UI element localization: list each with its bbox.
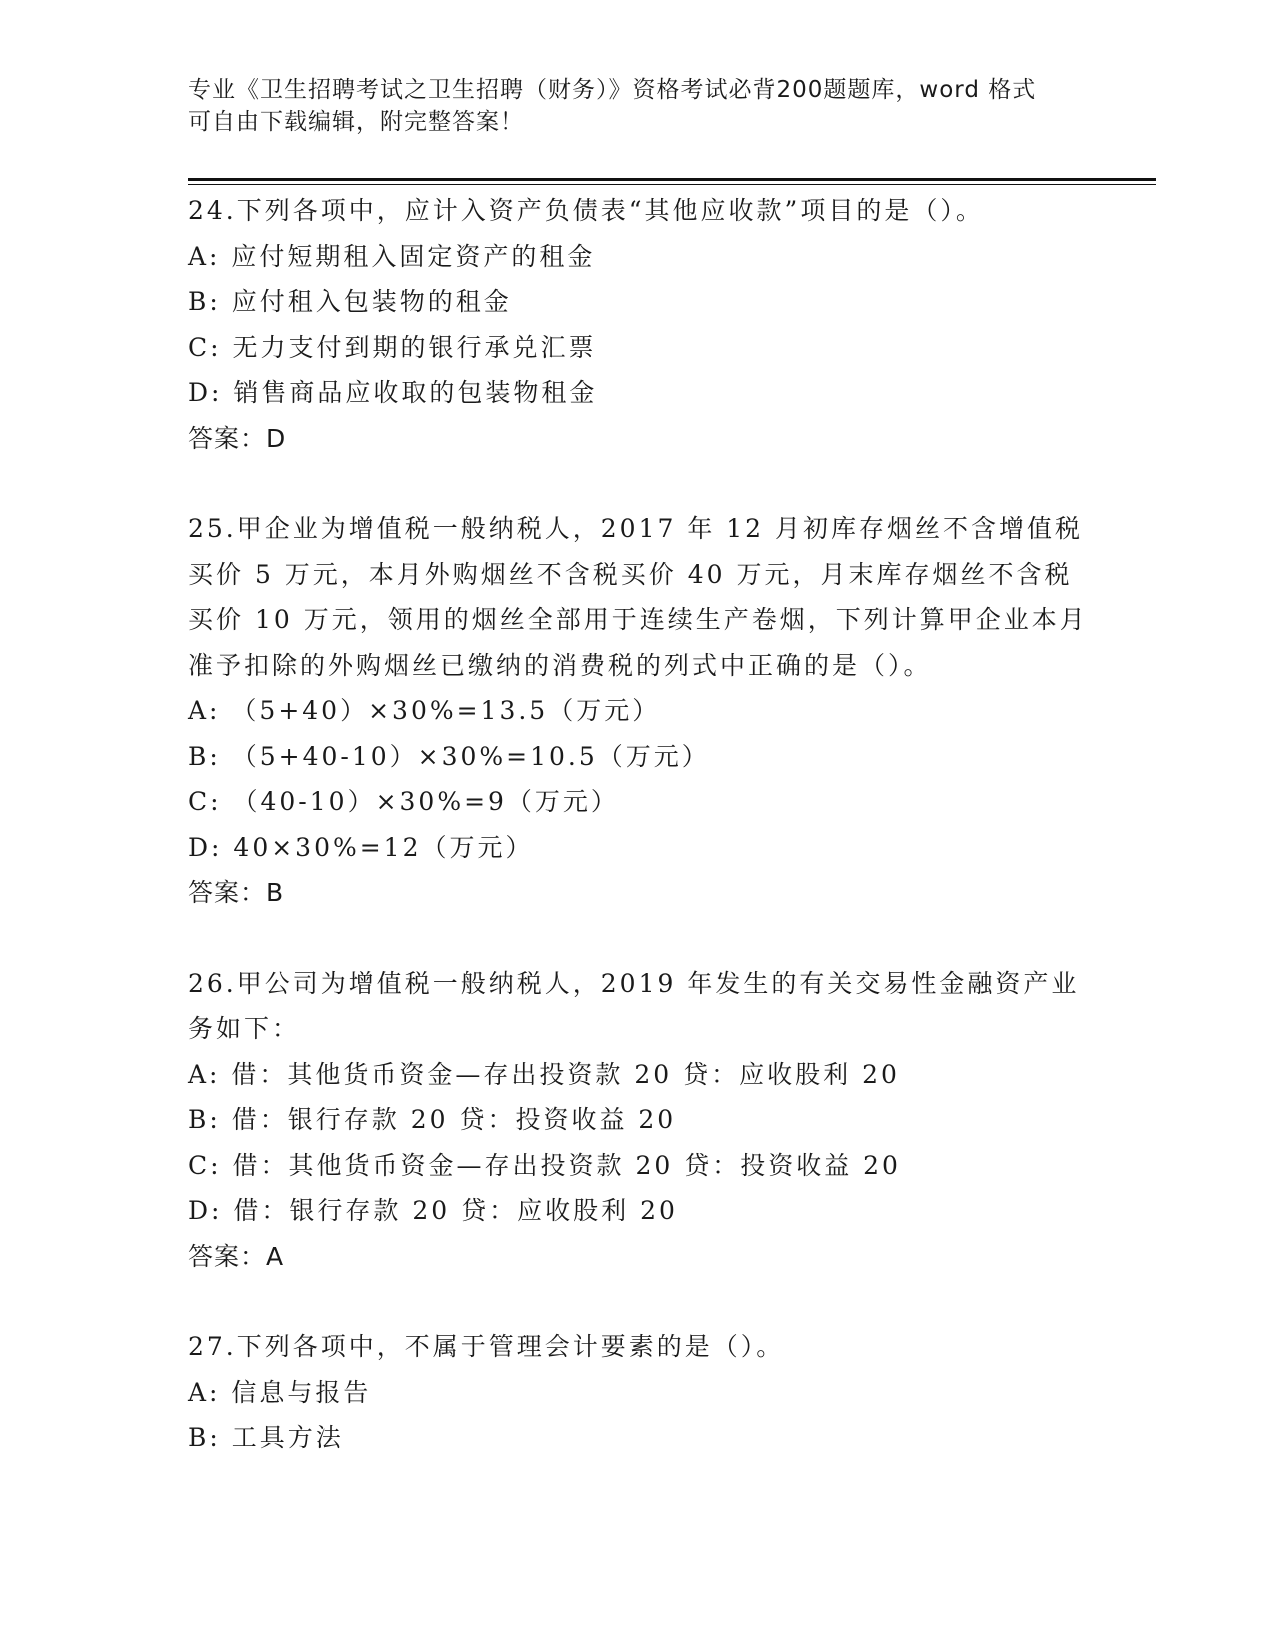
option-c: C: （40-10）×30%=9（万元） (188, 787, 619, 816)
header-divider-thin (188, 184, 1156, 185)
option-a: A: （5+40）×30%=13.5（万元） (188, 696, 661, 725)
question-spacer (188, 461, 1088, 506)
option-a: A: 应付短期租入固定资产的租金 (188, 241, 596, 271)
question-spacer (188, 916, 1088, 961)
question-24 (188, 188, 1088, 461)
header-line-1: 专业《卫生招聘考试之卫生招聘（财务）》资格考试必背200题题库，word 格式 (188, 77, 1037, 103)
option-b: B: 应付租入包装物的租金 (188, 287, 512, 316)
option-a: A: 信息与报告 (188, 1377, 372, 1407)
option-a: A: 借：其他货币资金—存出投资款 20 贷：应收股利 20 (188, 1059, 900, 1089)
question-stem: 27.下列各项中，不属于管理会计要素的是（）。 (188, 1332, 785, 1361)
option-b: B: 借：银行存款 20 贷：投资收益 20 (188, 1105, 677, 1134)
question-stem: 25.甲企业为增值税一般纳税人，2017 年 12 月初库存烟丝不含增值税买价 5 万元，本月外购烟丝不含税买价 40 万元，月末库存烟丝不含税买价 10 万元，领用的烟丝全部用于连续生产卷烟，下列计算甲企业本月准予扣除的外购烟丝已缴纳的消费税的列式中正确的是（）。 (188, 514, 1088, 680)
question-26 (188, 961, 1088, 1280)
header-line-2: 可自由下载编辑，附完整答案！ (188, 109, 524, 135)
option-b: B: 工具方法 (188, 1423, 344, 1452)
question-stem: 24.下列各项中，应计入资产负债表“其他应收款”项目的是（）。 (188, 196, 984, 225)
answer-label: 答案：B (188, 878, 285, 907)
answer-label: 答案：D (188, 423, 287, 453)
option-d: D: 借：银行存款 20 贷：应收股利 20 (188, 1196, 678, 1225)
question-list (188, 188, 1088, 1461)
option-c: C: 借：其他货币资金—存出投资款 20 贷：投资收益 20 (188, 1150, 901, 1180)
question-stem: 26.甲公司为增值税一般纳税人，2019 年发生的有关交易性金融资产业务如下： (188, 968, 1080, 1043)
question-27 (188, 1324, 1088, 1461)
document-header (188, 74, 1068, 138)
option-d: D: 40×30%=12（万元） (188, 832, 534, 862)
question-spacer (188, 1279, 1088, 1324)
option-d: D: 销售商品应收取的包装物租金 (188, 378, 598, 407)
answer-label: 答案：A (188, 1241, 285, 1271)
option-b: B: （5+40-10）×30%=10.5（万元） (188, 741, 710, 771)
option-c: C: 无力支付到期的银行承兑汇票 (188, 332, 597, 362)
header-divider-thick (188, 178, 1156, 181)
question-25 (188, 506, 1088, 916)
